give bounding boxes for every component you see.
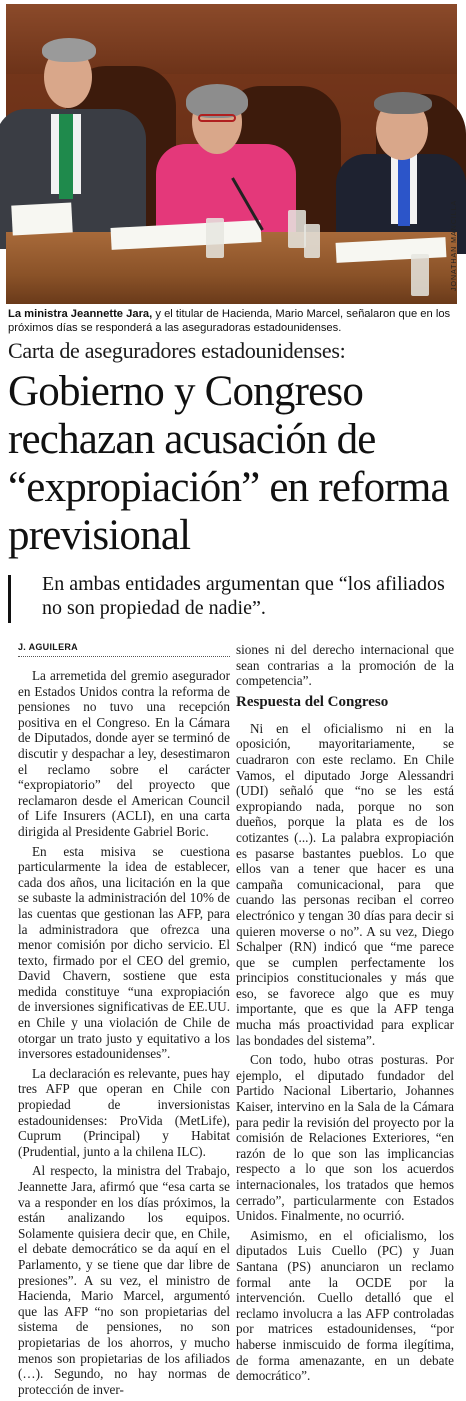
photo-caption: [8, 307, 458, 335]
body-paragraph: La declaración es relevante, pues hay tres AFP que operan en Chile con propiedad de inversionistas estadounidenses: ProVida (MetLife), Cuprum (Principal) y Habitat (Prudential, junto a la chilena ILC).: [18, 1065, 230, 1159]
byline: J. AGUILERA: [18, 642, 230, 657]
caption-text: y el titular de Hacienda, Mario Marcel, señalaron que en los próximos días se responderá a las aseguradoras estadounidenses.: [8, 308, 451, 334]
article-kicker: Carta de aseguradores estadounidenses:: [8, 338, 346, 363]
article-headline: Gobierno y Congreso rechazan acusación de “expropiación” en reforma previsional: [8, 368, 449, 559]
body-paragraph: La arremetida del gremio asegurador en Estados Unidos contra la reforma de pensiones no tuvo una recepción positiva en el Congreso. En la Cámara de Diputados, donde ayer se terminó de discutir y despachar a ley, desestimaron el reclamo sobre el carácter “expropiatorio” del proyecto que reclamaron desde el American Council of Life Insurers (ACLI), en una carta dirigida al Presidente Gabriel Boric.: [18, 668, 230, 839]
photo-papers: [11, 202, 72, 235]
photo-glass: [411, 254, 429, 296]
article-column-left: [18, 668, 230, 1401]
photo-glass: [304, 224, 320, 258]
body-paragraph: Asimismo, en el oficialismo, los diputados Luis Cuello (PC) y Juan Santana (PS) anunciaron un reclamo formal ante la OCDE por la intervención. Cuello detalló que el reclamo involucra a las AFP controladas por matrices estadounidenses, “por haberse inmiscuido de forma ilegítima, de forma amenazante, en un debate democrático”.: [236, 1227, 454, 1384]
article-column-right: [236, 642, 454, 1388]
body-paragraph: En esta misiva se cuestiona particularmente la idea de establecer, cada dos años, una licitación en la que se subaste la administración del 10% de las cuentas que gestionan las AFP, para la administradora que ofrezca una menor comisión por dicho servicio. El texto, firmado por el CEO del gremio, David Chavern, sostiene que esta medida constituye “una expropiación de inversiones significativas de EE.UU. en Chile y una violación de Chile de otorgar un trato justo y equitativo a los inversores estadounidenses”.: [18, 843, 230, 1062]
photo-credit: JONATHAN MANCILLA: [451, 199, 458, 291]
body-paragraph-continued: siones ni del derecho internacional que sean contrarias a la promoción de la competencia”.: [236, 642, 454, 689]
caption-bold: La ministra Jeannette Jara,: [8, 308, 153, 320]
article-subhead: En ambas entidades argumentan que “los afiliados no son propiedad de nadie”.: [42, 573, 445, 619]
section-heading: Respuesta del Congreso: [236, 693, 389, 710]
body-paragraph: Al respecto, la ministra del Trabajo, Jeannette Jara, afirmó que “esa carta se va a responder en los días próximos, la están analizando los equipos. Solamente quisiera decir que, en Chile, el debate democrático se da aquí en el Parlamento, y se tiene que dar libre de presiones”. A su vez, el ministro de Hacienda, Mario Marcel, argumentó que las AFP “no son propietarias del sistema de pensiones, no son propietarias de los ahorros, y mucho menos son propietarias de los afiliados (…). Segundo, no hay normas de protección de inver-: [18, 1163, 230, 1397]
photo-glass: [206, 218, 224, 258]
body-paragraph: Con todo, hubo otras posturas. Por ejemplo, el diputado fundador del Partido Nacional Libertario, Johannes Kaiser, intervino en la Sala de la Cámara para pedir la revisión del proyecto por la comisión de Relaciones Exteriores, “en razón de lo que son las implicancias respecto a lo que son los acuerdos internacionales, los tratados que hemos cerrado”, particularmente con Estados Unidos. Finalmente, no ocurrió.: [236, 1052, 454, 1224]
subhead-rule: [8, 575, 11, 623]
news-photo: [6, 4, 457, 304]
body-paragraph: Ni en el oficialismo ni en la oposición, mayoritariamente, se cuadraron con este reclamo. En Chile Vamos, el diputado Jorge Alessandri (UDI) señaló que “no se les está expropiando nada, porque no son dueños, porque la plata es de los cotizantes (...). La palabra expropiación es pasarse bastantes pueblos. Lo que ellos van a tener que hacer es una campaña comunicacional, para que cuando las personas reciban el correo electrónico y tengan 30 días para decir si quieren moverse o no”. A su vez, Diego Schalper (RN) indicó que “me parece que se cumplen perfectamente los principios constitucionales y más que eso, se favorece algo que es muy importante, que es que la AFP tenga mucha más proactividad para explicar las bondades del sistema”.: [236, 720, 454, 1048]
